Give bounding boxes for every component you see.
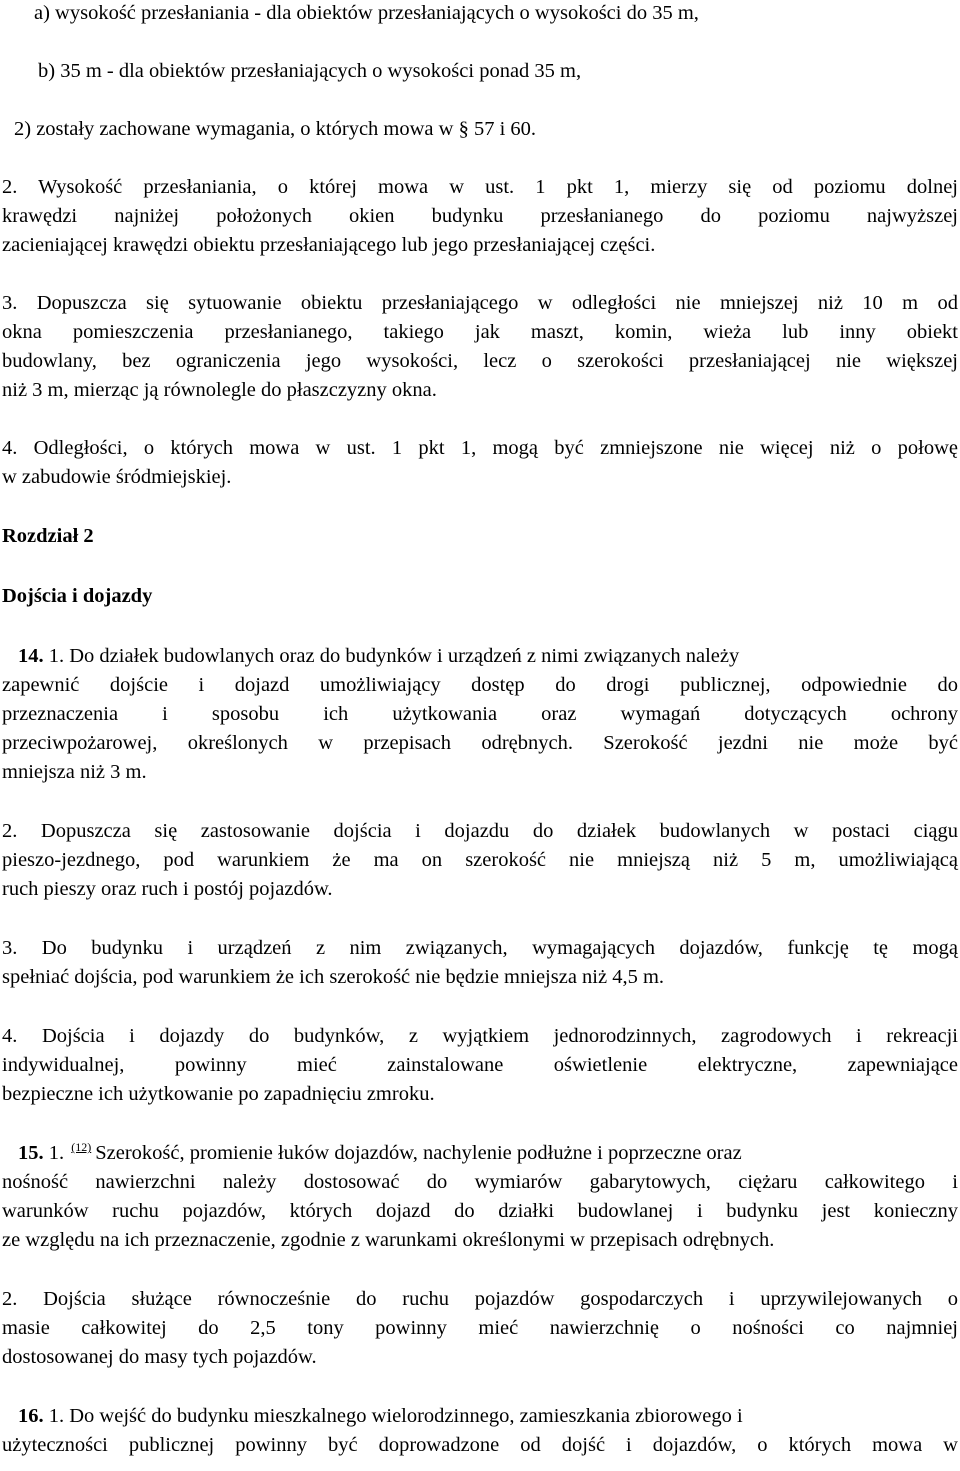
paragraph-line: 2. Wysokość przesłaniania, o której mowa w ust. 1 pkt 1, mierzy się od poziomu dolnej [2,176,958,198]
paragraph-line: ze względu na ich przeznaczenie, zgodnie z warunkami określonymi w przepisach odrębnych. [2,1229,775,1251]
paragraph-line [18,1403,743,1429]
paragraph-line: 3. Do budynku i urządzeń z nim związanych, wymagających dojazdów, funkcję tę mogą [2,937,958,959]
paragraph-line: 3. Dopuszcza się sytuowanie obiektu przesłaniającego w odległości nie mniejszej niż 10 m od [2,292,958,314]
paragraph-line: masie całkowitej do 2,5 tony powinny mieć nawierzchnię o nośności co najmniej [2,1317,958,1339]
paragraph-line: w zabudowie śródmiejskiej. [2,466,232,488]
paragraph-line: spełniać dojścia, pod warunkiem że ich szerokość nie będzie mniejsza niż 4,5 m. [2,966,665,988]
section-text: 1. Do działek budowlanych oraz do budynków i urządzeń z nimi związanych należy [43,645,740,667]
section-text: 1. [43,1142,70,1164]
section-number: 14. [18,645,44,667]
paragraph-line: krawędzi najniżej położonych okien budynku przesłanianego do poziomu najwyższej [2,205,958,227]
paragraph-line [18,643,739,669]
list-item-2: 2) zostały zachowane wymagania, o których mowa w § 57 i 60. [14,118,537,140]
footnote-link[interactable]: (12) [71,1140,92,1155]
paragraph-line: zapewnić dojście i dojazd umożliwiający dostęp do drogi publicznej, odpowiednie do [2,674,958,696]
paragraph-line: przeciwpożarowej, określonych w przepisach odrębnych. Szerokość jezdni nie może być [2,732,958,754]
paragraph-line: mniejsza niż 3 m. [2,761,147,783]
list-item-a: a) wysokość przesłaniania - dla obiektów przesłaniających o wysokości do 35 m, [34,2,699,24]
paragraph-line: użyteczności publicznej powinny być doprowadzone od dojść i dojazdów, o których mowa w [2,1434,958,1456]
chapter-title: Dojścia i dojazdy [2,585,153,607]
paragraph-line: budowlany, bez ograniczenia jego wysokości, lecz o szerokości przesłaniającej nie większej [2,350,958,372]
paragraph-line [18,1140,742,1166]
paragraph-line: 4. Odległości, o których mowa w ust. 1 pkt 1, mogą być zmniejszone nie więcej niż o połowę [2,437,958,459]
paragraph-line: 2. Dopuszcza się zastosowanie dojścia i dojazdu do działek budowlanych w postaci ciągu [2,820,958,842]
paragraph-line: bezpieczne ich użytkowanie po zapadnięciu zmroku. [2,1083,435,1105]
section-number: 16. [18,1405,44,1427]
chapter-heading: Rozdział 2 [2,525,94,547]
paragraph-line: pieszo-jezdnego, pod warunkiem że ma on szerokość nie mniejszą niż 5 m, umożliwiającą [2,849,958,871]
paragraph-line: warunków ruchu pojazdów, których dojazd do działki budowlanej i budynku jest konieczny [2,1200,958,1222]
paragraph-line: 2. Dojścia służące równocześnie do ruchu pojazdów gospodarczych i uprzywilejowanych o [2,1288,958,1310]
section-text: Szerokość, promienie łuków dojazdów, nachylenie podłużne i poprzeczne oraz [95,1142,742,1164]
paragraph-line: zacieniającej krawędzi obiektu przesłaniającego lub jego przesłaniającej części. [2,234,656,256]
paragraph-line: dostosowanej do masy tych pojazdów. [2,1346,317,1368]
section-text: 1. Do wejść do budynku mieszkalnego wielorodzinnego, zamieszkania zbiorowego i [43,1405,743,1427]
paragraph-line: przeznaczenia i sposobu ich użytkowania oraz wymagań dotyczących ochrony [2,703,958,725]
list-item-b: b) 35 m - dla obiektów przesłaniających o wysokości ponad 35 m, [38,60,582,82]
section-number: 15. [18,1142,44,1164]
paragraph-line: 4. Dojścia i dojazdy do budynków, z wyjątkiem jednorodzinnych, zagrodowych i rekreacji [2,1025,958,1047]
paragraph-line: okna pomieszczenia przesłanianego, takiego jak maszt, komin, wieża lub inny obiekt [2,321,958,343]
paragraph-line: nośność nawierzchni należy dostosować do wymiarów gabarytowych, ciężaru całkowitego i [2,1171,958,1193]
paragraph-line: ruch pieszy oraz ruch i postój pojazdów. [2,878,333,900]
paragraph-line: niż 3 m, mierząc ją równolegle do płaszczyzny okna. [2,379,437,401]
paragraph-line: indywidualnej, powinny mieć zainstalowane oświetlenie elektryczne, zapewniające [2,1054,958,1076]
